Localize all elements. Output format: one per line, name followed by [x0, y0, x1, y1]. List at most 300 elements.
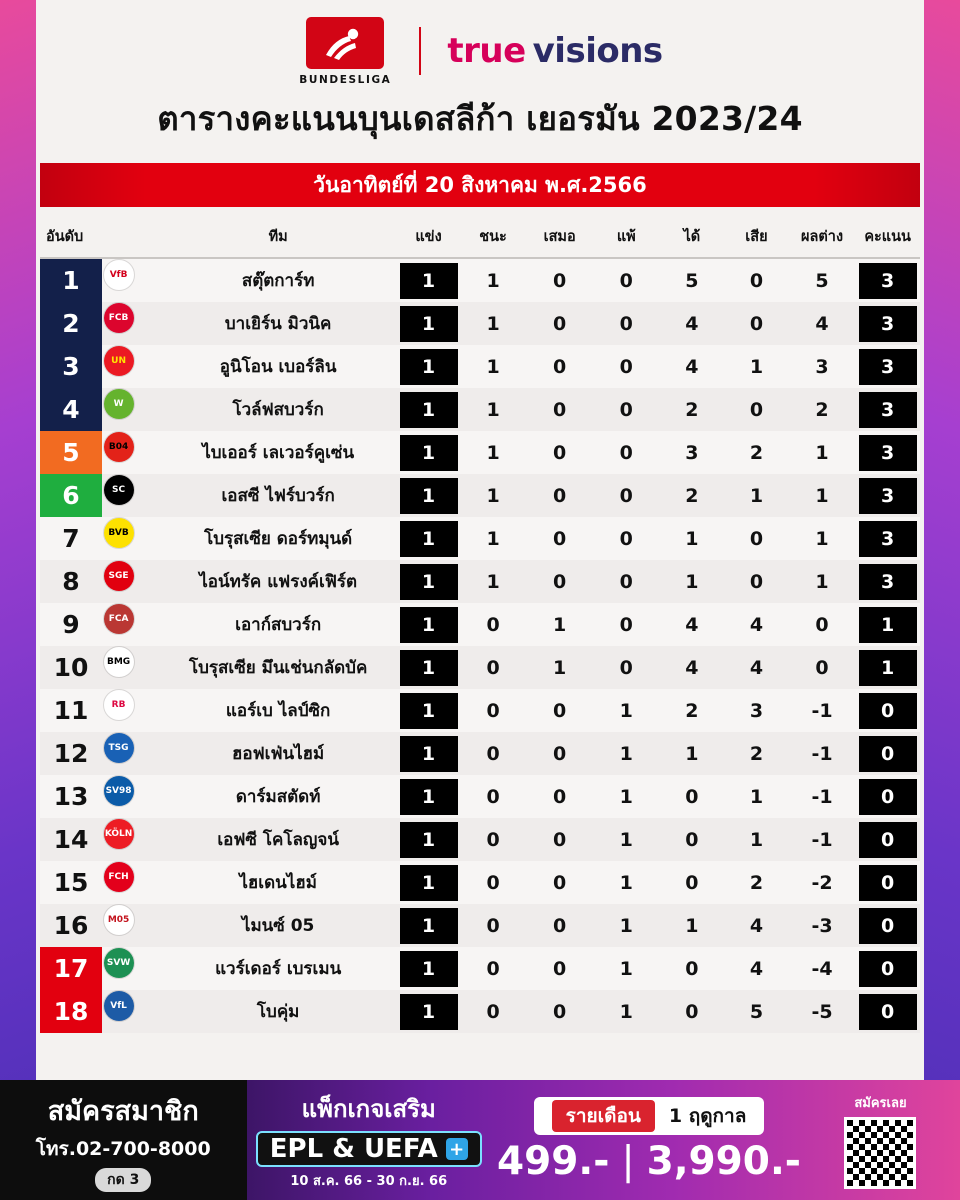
played-chip: 1	[400, 306, 458, 342]
price-labels	[534, 1097, 765, 1135]
bochum-crest: VfL	[103, 990, 135, 1022]
cell-goals-against: 4	[749, 656, 764, 679]
cell-crest	[103, 947, 135, 979]
points-chip: 0	[859, 994, 917, 1030]
cell-team-name: ไฮเดนไฮม์	[239, 873, 317, 893]
package-dates: 10 ส.ค. 66 - 30 ก.ย. 66	[290, 1174, 448, 1189]
cell-crest	[103, 431, 135, 463]
rank-badge: 10	[53, 653, 89, 682]
date-banner: วันอาทิตย์ที่ 20 สิงหาคม พ.ศ.2566	[40, 163, 920, 207]
cell-draw: 0	[553, 957, 567, 980]
price-block	[491, 1080, 801, 1200]
rank-badge: 17	[40, 947, 102, 990]
cell-points	[855, 560, 920, 603]
borussia-monchengladbach-crest: BMG	[103, 646, 135, 678]
cell-team-name: บาเยิร์น มิวนิค	[224, 314, 332, 334]
table-row	[40, 861, 920, 904]
table-row	[40, 258, 920, 302]
cell-rank	[40, 646, 103, 689]
fc-koln-crest: KÖLN	[103, 818, 135, 850]
cell-team-name: เอฟซี โคโลญจน์	[217, 830, 339, 850]
points-chip: 3	[859, 435, 917, 471]
cell-goal-diff: -1	[811, 828, 833, 851]
table-row	[40, 904, 920, 947]
played-chip: 1	[400, 607, 458, 643]
cell-crest	[103, 775, 135, 807]
cell-crest	[103, 560, 135, 592]
points-chip: 0	[859, 865, 917, 901]
col-goals-against: เสีย	[724, 215, 789, 258]
cell-rank	[40, 689, 103, 732]
cell-goals-for: 2	[685, 699, 699, 722]
points-chip: 3	[859, 392, 917, 428]
cell-played	[397, 302, 460, 345]
cell-goals-against: 4	[749, 957, 764, 980]
table-row	[40, 517, 920, 560]
table-row	[40, 990, 920, 1033]
augsburg-crest: FCA	[103, 603, 135, 635]
cell-loss: 0	[619, 441, 633, 464]
cell-points	[855, 345, 920, 388]
cell-draw: 0	[553, 527, 567, 550]
cell-crest	[103, 302, 135, 334]
points-chip: 0	[859, 779, 917, 815]
cell-goals-for: 2	[685, 484, 699, 507]
rank-badge: 12	[53, 739, 89, 768]
table-head	[40, 215, 920, 258]
points-chip: 3	[859, 263, 917, 299]
crest-cell	[103, 947, 135, 979]
cell-goals-against: 2	[749, 441, 764, 464]
crest-cell	[103, 732, 135, 764]
cell-goals-against: 2	[749, 871, 764, 894]
cell-goals-for: 0	[685, 828, 699, 851]
points-chip: 0	[859, 908, 917, 944]
cell-team-name: โบรุสเซีย มึนเช่นกลัดบัค	[188, 658, 368, 678]
cell-goals-for: 0	[685, 785, 699, 808]
cell-played	[397, 775, 460, 818]
cell-played	[397, 388, 460, 431]
cell-loss: 0	[619, 613, 633, 636]
price-label-season: 1 ฤดูกาล	[668, 1104, 747, 1127]
cell-goal-diff: -5	[811, 1000, 833, 1023]
cell-goals-against: 0	[749, 570, 764, 593]
bundesliga-shield-icon	[306, 17, 384, 69]
truevisions-logo	[447, 31, 663, 71]
cell-points	[855, 603, 920, 646]
mainz-crest: M05	[103, 904, 135, 936]
darmstadt-crest: SV98	[103, 775, 135, 807]
brand-divider	[419, 27, 421, 75]
cell-rank	[40, 431, 103, 474]
truevisions-true-text: true	[447, 31, 526, 71]
cell-win: 0	[486, 656, 500, 679]
bayer-leverkusen-crest: B04	[103, 431, 135, 463]
standings-table-wrapper	[40, 215, 920, 1033]
cell-draw: 0	[553, 871, 567, 894]
cell-loss: 0	[619, 312, 633, 335]
cell-goal-diff: -1	[811, 699, 833, 722]
cell-rank	[40, 775, 103, 818]
cell-win: 0	[486, 613, 500, 636]
werder-bremen-crest: SVW	[103, 947, 135, 979]
page-title: ตารางคะแนนบุนเดสลีก้า เยอรมัน 2023/24	[157, 99, 803, 138]
rank-badge: 7	[62, 524, 80, 553]
cell-team-name: แอร์เบ ไลป์ซิก	[225, 701, 331, 721]
col-draw: เสมอ	[526, 215, 593, 258]
cell-draw: 0	[553, 570, 567, 593]
cell-team-name: โบคุ่ม	[256, 1002, 300, 1022]
points-chip: 0	[859, 951, 917, 987]
price-monthly: 499.-	[497, 1138, 610, 1184]
cell-points	[855, 947, 920, 990]
cell-win: 1	[486, 269, 500, 292]
cell-played	[397, 861, 460, 904]
played-chip: 1	[400, 951, 458, 987]
cell-rank	[40, 474, 103, 517]
cell-win: 0	[486, 914, 500, 937]
cell-goals-for: 1	[685, 527, 699, 550]
cell-team-name: โวล์ฟสบวร์ก	[232, 400, 324, 420]
cell-points	[855, 861, 920, 904]
played-chip: 1	[400, 564, 458, 600]
cell-draw: 0	[553, 441, 567, 464]
cell-team-name: โบรุสเซีย ดอร์ทมุนด์	[204, 529, 353, 549]
cell-goals-for: 4	[685, 312, 699, 335]
played-chip: 1	[400, 435, 458, 471]
crest-cell	[103, 603, 135, 635]
cell-draw: 0	[553, 828, 567, 851]
table-row	[40, 302, 920, 345]
hoffenheim-crest: TSG	[103, 732, 135, 764]
cell-rank	[40, 517, 103, 560]
played-chip: 1	[400, 478, 458, 514]
crest-cell	[103, 431, 135, 463]
standings-table	[40, 215, 920, 1033]
freiburg-crest: SC	[103, 474, 135, 506]
qr-block[interactable]	[801, 1080, 960, 1200]
played-chip: 1	[400, 736, 458, 772]
cell-goal-diff: 0	[815, 656, 829, 679]
subscribe-keypress: กด 3	[95, 1168, 151, 1192]
cell-team-name: ดาร์มสตัดท์	[235, 787, 321, 807]
cell-goals-for: 1	[685, 742, 699, 765]
cell-loss: 1	[619, 785, 633, 808]
crest-cell	[103, 818, 135, 850]
cell-win: 0	[486, 785, 500, 808]
cell-draw: 0	[553, 699, 567, 722]
price-label-monthly: รายเดือน	[552, 1100, 655, 1132]
cell-loss: 0	[619, 570, 633, 593]
played-chip: 1	[400, 779, 458, 815]
cell-played	[397, 345, 460, 388]
col-win: ชนะ	[460, 215, 527, 258]
table-row	[40, 388, 920, 431]
cell-win: 0	[486, 828, 500, 851]
cell-points	[855, 517, 920, 560]
cell-goals-for: 0	[685, 957, 699, 980]
cell-goals-against: 0	[749, 312, 764, 335]
points-chip: 3	[859, 349, 917, 385]
cell-draw: 0	[553, 785, 567, 808]
cell-rank	[40, 258, 103, 302]
cell-crest	[103, 904, 135, 936]
cell-loss: 1	[619, 1000, 633, 1023]
bundesliga-logo	[297, 17, 393, 86]
table-row	[40, 603, 920, 646]
cell-draw: 0	[553, 742, 567, 765]
col-rank: อันดับ	[40, 215, 103, 258]
cell-goal-diff: 2	[815, 398, 829, 421]
subscribe-phone: โทร.02-700-8000	[35, 1137, 211, 1160]
crest-cell	[103, 345, 135, 377]
cell-goals-for: 4	[685, 613, 699, 636]
cell-played	[397, 990, 460, 1033]
cell-crest	[103, 345, 135, 377]
cell-played	[397, 689, 460, 732]
points-chip: 3	[859, 564, 917, 600]
cell-points	[855, 775, 920, 818]
cell-goals-against: 2	[749, 742, 764, 765]
cell-loss: 0	[619, 656, 633, 679]
points-chip: 3	[859, 521, 917, 557]
price-values	[497, 1139, 801, 1184]
cell-crest	[103, 861, 135, 893]
cell-loss: 0	[619, 527, 633, 550]
points-chip: 3	[859, 306, 917, 342]
cell-goal-diff: -4	[811, 957, 833, 980]
cell-team-name: ไมนซ์ 05	[241, 916, 315, 936]
played-chip: 1	[400, 693, 458, 729]
cell-goal-diff: -3	[811, 914, 833, 937]
plus-icon: +	[446, 1138, 468, 1160]
cell-crest	[103, 517, 135, 549]
crest-cell	[103, 560, 135, 592]
col-team: ทีม	[159, 215, 397, 258]
table-row	[40, 345, 920, 388]
cell-goals-against: 3	[749, 699, 764, 722]
rank-badge: 1	[40, 259, 102, 302]
rank-badge: 4	[40, 388, 102, 431]
cell-win: 0	[486, 1000, 500, 1023]
cell-crest	[103, 689, 135, 721]
played-chip: 1	[400, 392, 458, 428]
cell-win: 0	[486, 742, 500, 765]
played-chip: 1	[400, 263, 458, 299]
cell-team-name: สตุ๊ตการ์ท	[241, 271, 315, 291]
cell-rank	[40, 302, 103, 345]
cell-win: 1	[486, 441, 500, 464]
bayern-munich-crest: FCB	[103, 302, 135, 334]
package-block	[247, 1080, 492, 1200]
cell-goals-against: 1	[749, 484, 764, 507]
cell-draw: 0	[553, 484, 567, 507]
truevisions-visions-text: visions	[532, 31, 663, 71]
cell-draw: 0	[553, 312, 567, 335]
rank-badge: 3	[40, 345, 102, 388]
cell-played	[397, 603, 460, 646]
cell-team-name: ไบเออร์ เลเวอร์คูเซ่น	[202, 443, 355, 463]
table-row	[40, 947, 920, 990]
cell-loss: 0	[619, 269, 633, 292]
cell-win: 1	[486, 570, 500, 593]
brand-bar	[0, 0, 960, 86]
col-loss: แพ้	[593, 215, 660, 258]
cell-points	[855, 990, 920, 1033]
cell-goals-against: 0	[749, 269, 764, 292]
cell-draw: 1	[553, 656, 567, 679]
cell-win: 1	[486, 527, 500, 550]
vfb-stuttgart-crest: VfB	[103, 259, 135, 291]
qr-code-icon[interactable]	[844, 1117, 916, 1189]
subscribe-block[interactable]	[0, 1080, 247, 1200]
col-points: คะแนน	[855, 215, 920, 258]
cell-rank	[40, 603, 103, 646]
rank-badge: 9	[62, 610, 80, 639]
eintracht-frankfurt-crest: SGE	[103, 560, 135, 592]
cell-goals-against: 1	[749, 785, 764, 808]
cell-played	[397, 732, 460, 775]
subscribe-title: สมัครสมาชิก	[47, 1095, 199, 1127]
cell-rank	[40, 818, 103, 861]
cell-win: 1	[486, 484, 500, 507]
table-row	[40, 560, 920, 603]
cell-loss: 0	[619, 484, 633, 507]
cell-goals-for: 1	[685, 570, 699, 593]
rank-badge: 6	[40, 474, 102, 517]
cell-played	[397, 560, 460, 603]
crest-cell	[103, 259, 135, 291]
cell-goal-diff: 4	[815, 312, 829, 335]
points-chip: 3	[859, 478, 917, 514]
qr-caption: สมัครเลย	[854, 1095, 907, 1111]
cell-rank	[40, 947, 103, 990]
table-row	[40, 474, 920, 517]
cell-rank	[40, 345, 103, 388]
cell-draw: 0	[553, 355, 567, 378]
cell-loss: 0	[619, 398, 633, 421]
crest-cell	[103, 990, 135, 1022]
cell-rank	[40, 732, 103, 775]
points-chip: 0	[859, 693, 917, 729]
cell-loss: 1	[619, 742, 633, 765]
cell-goals-against: 0	[749, 527, 764, 550]
wolfsburg-crest: W	[103, 388, 135, 420]
table-row	[40, 775, 920, 818]
cell-draw: 0	[553, 1000, 567, 1023]
cell-crest	[103, 818, 135, 850]
rank-badge: 18	[40, 990, 102, 1033]
cell-crest	[103, 474, 135, 506]
cell-goals-for: 2	[685, 398, 699, 421]
cell-goals-for: 4	[685, 355, 699, 378]
points-chip: 1	[859, 650, 917, 686]
cell-crest	[103, 603, 135, 635]
cell-points	[855, 474, 920, 517]
borussia-dortmund-crest: BVB	[103, 517, 135, 549]
crest-cell	[103, 775, 135, 807]
cell-played	[397, 904, 460, 947]
played-chip: 1	[400, 349, 458, 385]
points-chip: 0	[859, 736, 917, 772]
cell-goal-diff: 1	[815, 441, 829, 464]
cell-crest	[103, 259, 135, 291]
table-body	[40, 258, 920, 1033]
cell-win: 0	[486, 871, 500, 894]
cell-goal-diff: 1	[815, 484, 829, 507]
bundesliga-wordmark: BUNDESLIGA	[299, 73, 392, 86]
cell-team-name: ไอน์ทรัค แฟรงค์เฟิร์ต	[199, 572, 358, 592]
cell-points	[855, 904, 920, 947]
points-chip: 1	[859, 607, 917, 643]
cell-team-name: อูนิโอน เบอร์ลิน	[219, 357, 337, 377]
col-crest	[103, 215, 160, 258]
cell-win: 1	[486, 355, 500, 378]
crest-cell	[103, 689, 135, 721]
col-goal-diff: ผลต่าง	[789, 215, 856, 258]
package-title: แพ็กเกจเสริม	[301, 1095, 436, 1123]
cell-team-name: ฮอฟเฟ่นไฮม์	[232, 744, 325, 764]
cell-win: 0	[486, 699, 500, 722]
cell-win: 1	[486, 312, 500, 335]
cell-played	[397, 947, 460, 990]
cell-draw: 0	[553, 398, 567, 421]
cell-crest	[103, 990, 135, 1022]
cell-win: 0	[486, 957, 500, 980]
cell-goals-for: 1	[685, 914, 699, 937]
package-name	[256, 1131, 482, 1167]
crest-cell	[103, 861, 135, 893]
rank-badge: 15	[53, 868, 89, 897]
cell-played	[397, 258, 460, 302]
col-played: แข่ง	[397, 215, 460, 258]
cell-crest	[103, 388, 135, 420]
cell-team-name: เอสซี ไฟร์บวร์ก	[221, 486, 335, 506]
table-row	[40, 431, 920, 474]
cell-goal-diff: 0	[815, 613, 829, 636]
cell-loss: 0	[619, 355, 633, 378]
table-row	[40, 689, 920, 732]
cell-goals-against: 4	[749, 613, 764, 636]
cell-goal-diff: 1	[815, 527, 829, 550]
rank-badge: 8	[62, 567, 80, 596]
price-season: 3,990.-	[646, 1138, 801, 1184]
played-chip: 1	[400, 650, 458, 686]
cell-goals-for: 3	[685, 441, 699, 464]
table-header-row	[40, 215, 920, 258]
cell-crest	[103, 646, 135, 678]
rb-leipzig-crest: RB	[103, 689, 135, 721]
cell-loss: 1	[619, 828, 633, 851]
col-goals-for: ได้	[660, 215, 725, 258]
cell-goal-diff: -1	[811, 742, 833, 765]
cell-points	[855, 732, 920, 775]
cell-points	[855, 388, 920, 431]
cell-goals-for: 4	[685, 656, 699, 679]
cell-points	[855, 689, 920, 732]
cell-team-name: เอาก์สบวร์ก	[235, 615, 322, 635]
price-separator: |	[621, 1138, 635, 1184]
rank-badge: 2	[40, 302, 102, 345]
played-chip: 1	[400, 994, 458, 1030]
cell-points	[855, 302, 920, 345]
cell-goals-against: 0	[749, 398, 764, 421]
cell-played	[397, 431, 460, 474]
rank-badge: 5	[40, 431, 102, 474]
cell-team-name: แวร์เดอร์ เบรเมน	[215, 959, 342, 979]
crest-cell	[103, 302, 135, 334]
cell-rank	[40, 560, 103, 603]
